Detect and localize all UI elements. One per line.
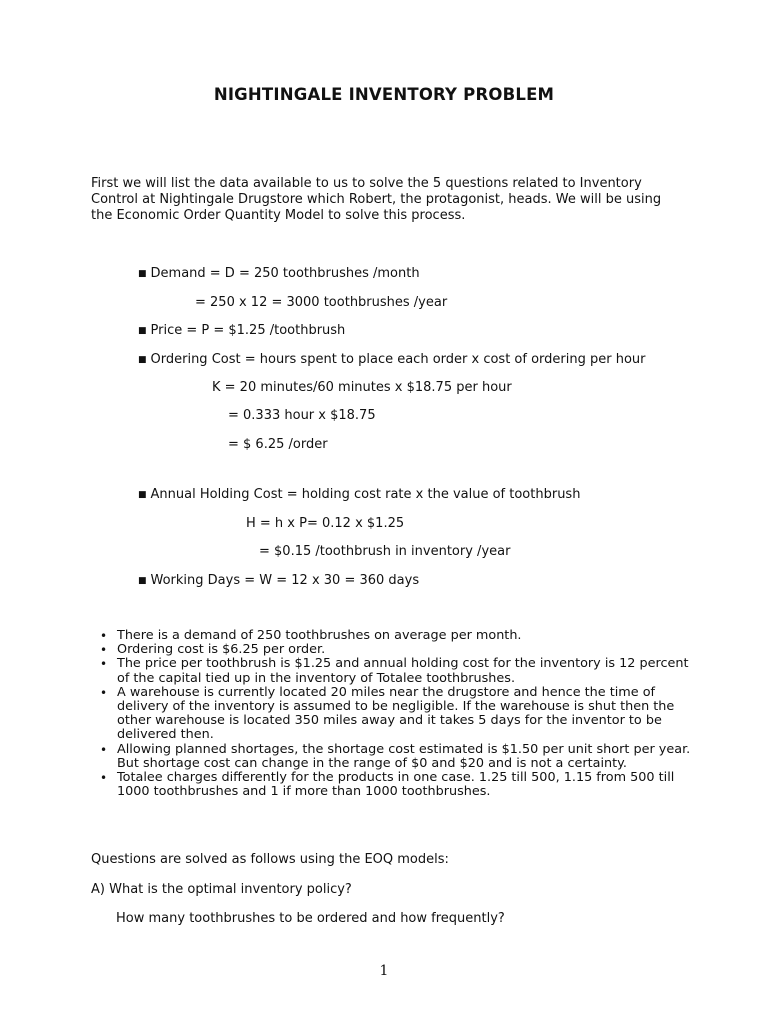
page-number: 1 — [379, 963, 389, 979]
k-formula-line-3: = $ 6.25 /order — [228, 437, 328, 452]
list-item: • Allowing planned shortages, the shortage cost estimated is $1.50 per unit short per year. But shortage cost can change in the range of $0 and $20 and is not a certainty. — [100, 741, 691, 771]
ordering-cost-line — [138, 352, 646, 369]
demand-line — [138, 266, 420, 283]
holding-cost-line — [138, 487, 580, 504]
holding-cost-text: Annual Holding Cost = holding cost rate x the value of toothbrush — [150, 487, 581, 502]
list-item: • A warehouse is currently located 20 miles near the drugstore and hence the time of delivery of the inventory is assumed to be negligible. If the warehouse is shut then the other warehouse is located 350 miles away and it takes 5 days for the inventor to be delivered then. — [100, 684, 675, 743]
facts-list — [91, 629, 691, 799]
square-bullet-icon: ■ — [138, 490, 147, 500]
square-bullet-icon: ■ — [138, 326, 147, 336]
question-a: A) What is the optimal inventory policy? — [91, 882, 352, 897]
price-text: Price = P = $1.25 /toothbrush — [150, 323, 346, 338]
price-line — [138, 323, 345, 340]
question-a-subtext: How many toothbrushes to be ordered and how frequently? — [116, 911, 505, 926]
bullet-icon: • — [100, 643, 108, 658]
list-item: • The price per toothbrush is $1.25 and annual holding cost for the inventory is 12 percent of the capital tied up in the inventory of Totalee toothbrushes. — [100, 656, 689, 686]
page-title: NIGHTINGALE INVENTORY PROBLEM — [213, 85, 555, 104]
bullet-icon: • — [100, 685, 108, 700]
ordering-cost-text: Ordering Cost = hours spent to place each order x cost of ordering per hour — [150, 352, 646, 367]
intro-paragraph: First we will list the data available to us to solve the 5 questions related to Inventory Control at Nightingale Drugstore which Robert, the protagonist, heads. We will be using the Economic Order Quantity Model to solve this process. — [91, 176, 662, 223]
square-bullet-icon: ■ — [138, 576, 147, 586]
bullet-icon: • — [100, 657, 108, 672]
h-formula-line-1: H = h x P= 0.12 x $1.25 — [246, 516, 405, 531]
square-bullet-icon: ■ — [138, 269, 147, 279]
square-bullet-icon: ■ — [138, 355, 147, 365]
bullet-icon: • — [100, 742, 108, 757]
k-formula-line-1: K = 20 minutes/60 minutes x $18.75 per hour — [212, 380, 512, 395]
demand-text: Demand = D = 250 toothbrushes /month — [150, 266, 420, 281]
list-item: • There is a demand of 250 toothbrushes on average per month. — [100, 628, 522, 643]
list-item: • Ordering cost is $6.25 per order. — [100, 642, 326, 658]
working-days-line — [138, 573, 419, 590]
bullet-icon: • — [100, 771, 108, 786]
k-formula-line-2: = 0.333 hour x $18.75 — [228, 408, 376, 423]
demand-year-line: = 250 x 12 = 3000 toothbrushes /year — [195, 295, 448, 310]
list-item: • Totalee charges differently for the products in one case. 1.25 till 500, 1.15 from 500 till 1000 toothbrushes and 1 if more than 1000 toothbrushes. — [100, 770, 675, 800]
questions-intro: Questions are solved as follows using the EOQ models: — [91, 852, 449, 867]
h-formula-line-2: = $0.15 /toothbrush in inventory /year — [259, 544, 511, 559]
bullet-icon: • — [100, 629, 108, 643]
working-days-text: Working Days = W = 12 x 30 = 360 days — [150, 573, 420, 588]
